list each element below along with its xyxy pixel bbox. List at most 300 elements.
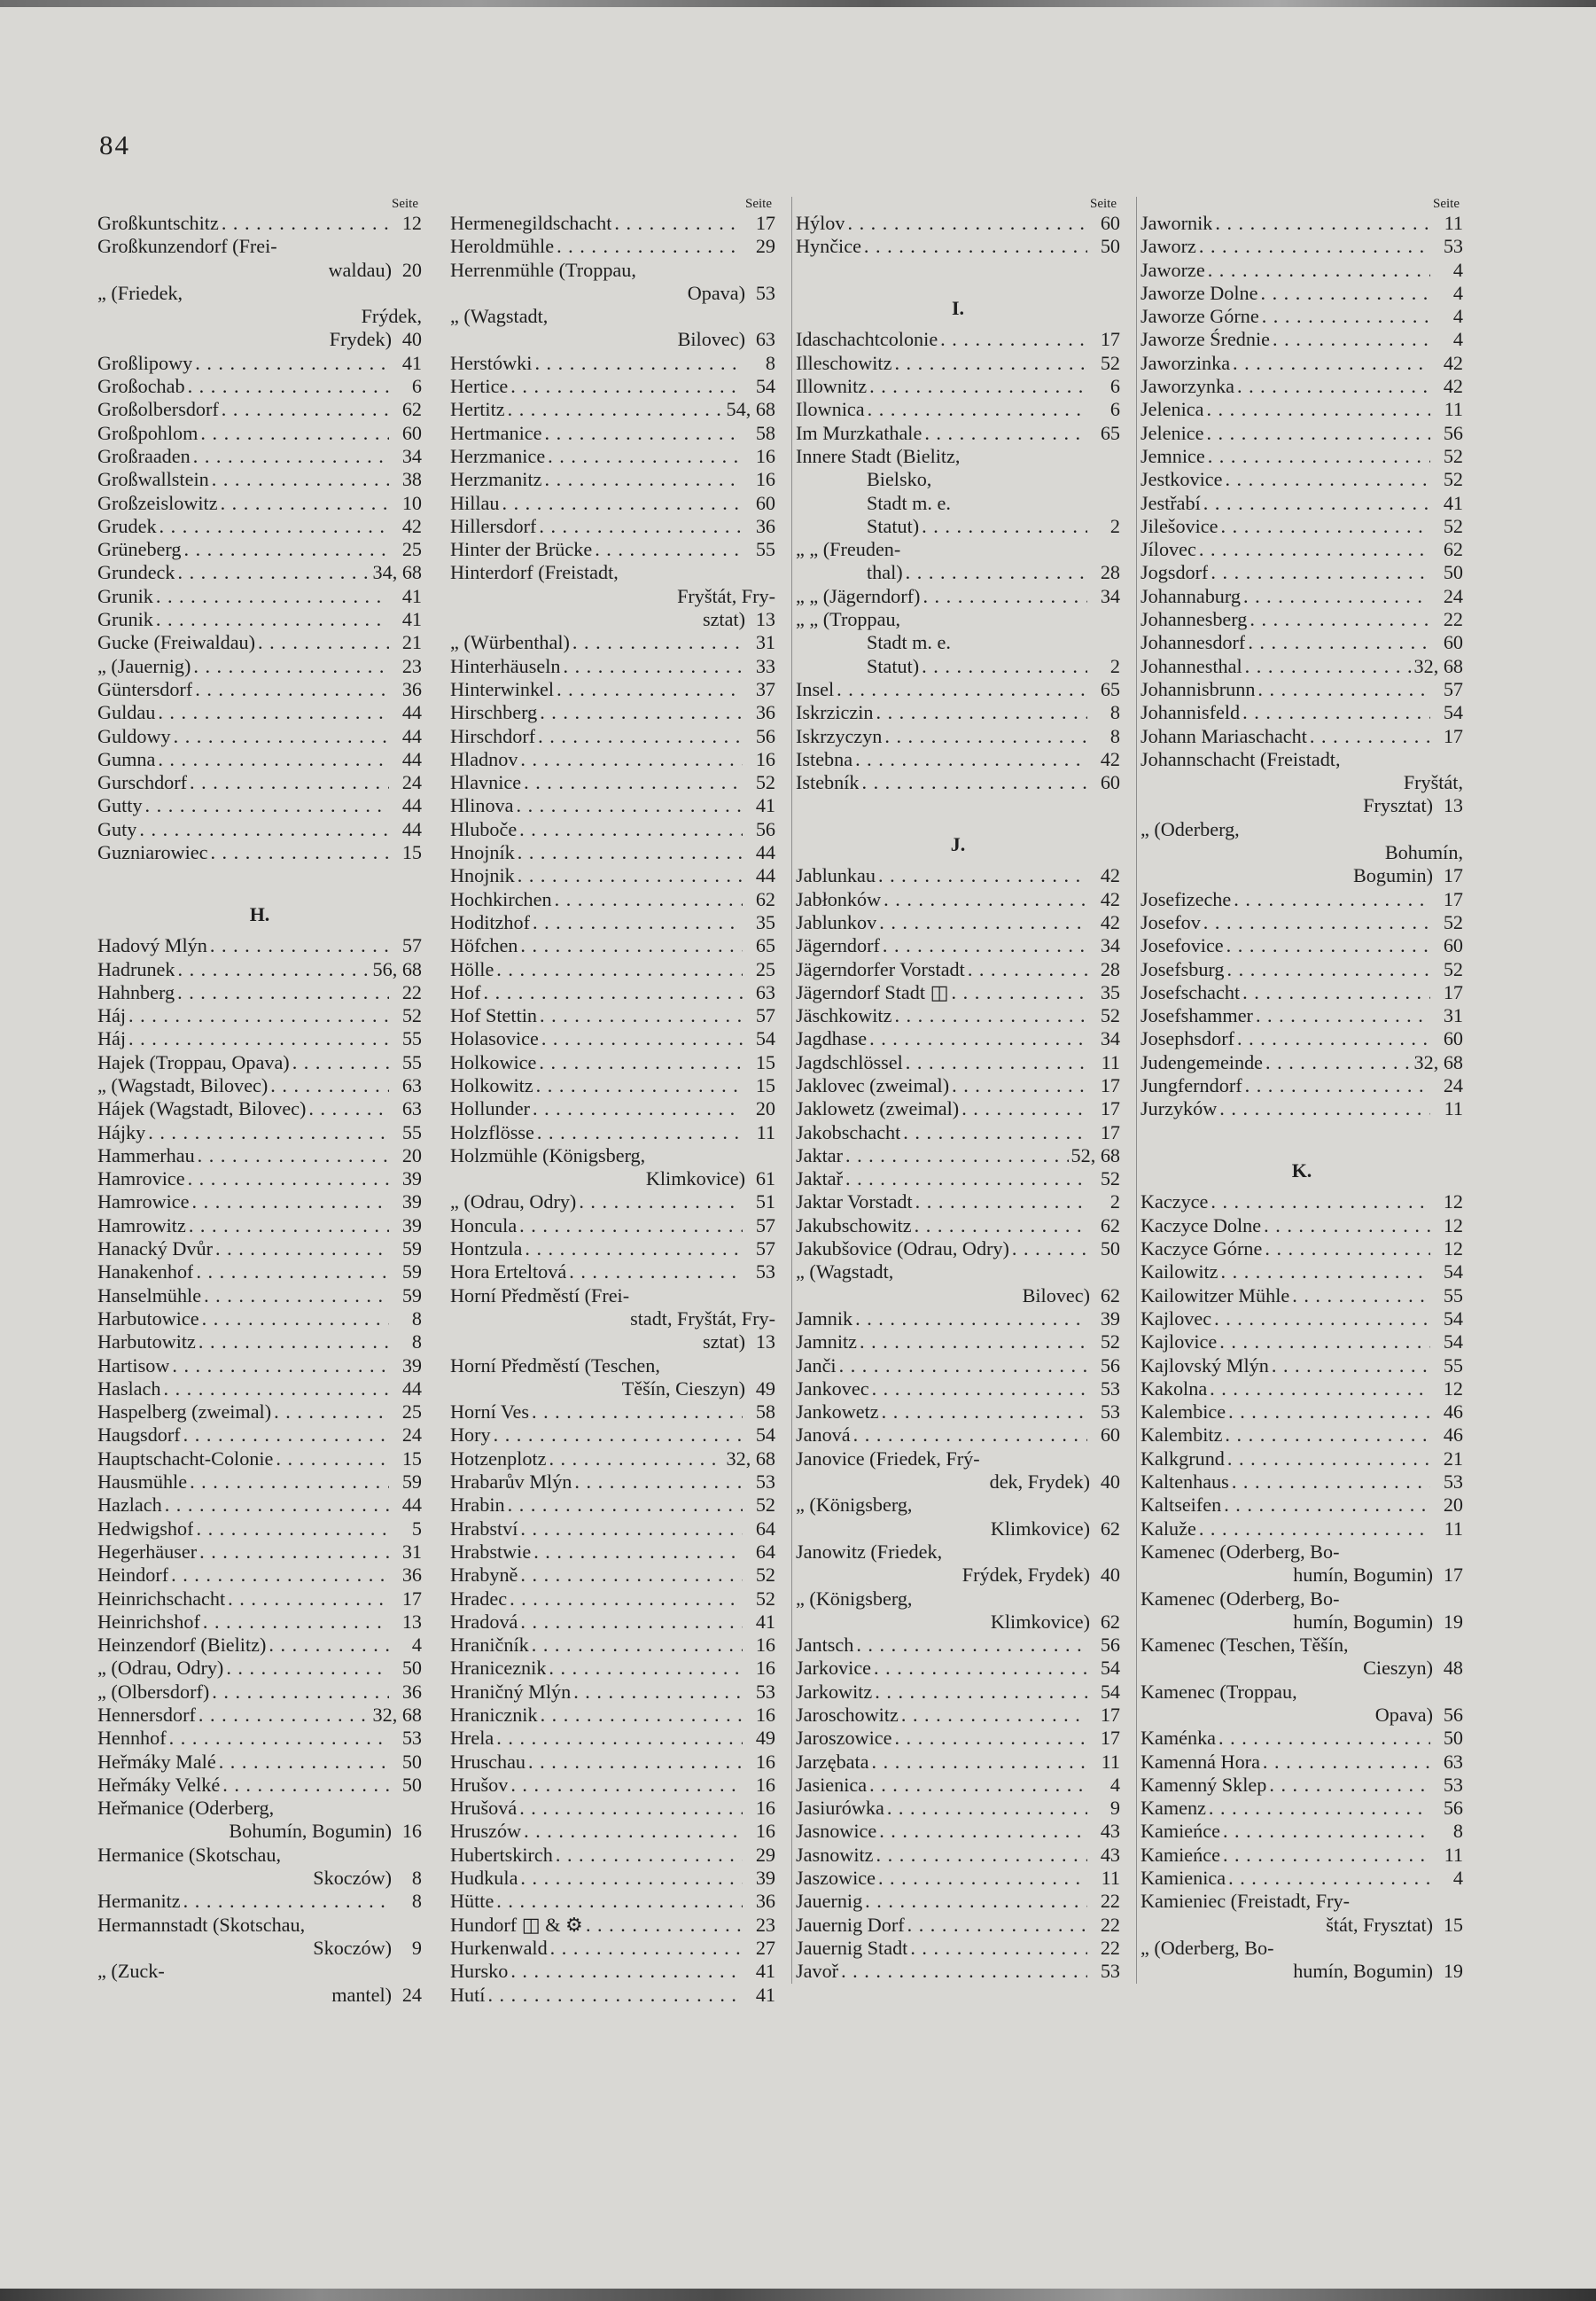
entry-place-name: „ (Oderberg, [1141,817,1240,840]
leader-dots [212,1681,389,1704]
entry-page-number: 17 [401,1587,422,1610]
leader-dots [540,701,743,724]
entry-page-number: 60 [1443,631,1463,654]
entry-page-number: 39 [401,1167,422,1190]
blank-line [97,864,422,887]
entry-place-name: Josephsdorf [1141,1027,1234,1050]
index-entry [97,1727,422,1750]
entry-place-name: Janová [796,1424,851,1447]
entry-page-number: 39 [401,1213,422,1236]
index-entry [450,1914,775,1937]
leader-dots [190,771,389,794]
index-entry [1141,1564,1463,1587]
leader-dots [203,1611,389,1634]
entry-place-name: Gurschdorf [97,771,188,794]
entry-place-name: Herzmanitz [450,468,542,491]
entry-page-number: 62 [1100,1517,1120,1540]
entry-place-name: Janovice (Friedek, Frý- [796,1447,980,1470]
entry-page-number: 56 [1100,1634,1120,1657]
entry-place-name: Jankovec [796,1377,869,1400]
entry-place-name: Statut) [867,514,920,537]
entry-place-name: Grunik [97,608,153,631]
leader-dots [188,1167,389,1190]
entry-place-name: Hamrowice [97,1190,190,1213]
index-entry [796,585,1120,608]
entry-page-number: 17 [1100,1727,1120,1750]
leader-dots [872,1751,1087,1774]
leader-dots [1237,1027,1430,1050]
index-entry [450,1611,775,1634]
index-entry [796,678,1120,701]
index-entry [796,1611,1120,1634]
leader-dots [524,1820,743,1843]
leader-dots [1233,352,1430,375]
entry-page-number: 33 [755,654,775,677]
leader-dots [872,1377,1087,1400]
entry-page-number: 24 [401,771,422,794]
leader-dots [868,398,1087,421]
entry-place-name: Heřmáky Malé [97,1750,216,1773]
index-entry [97,1797,422,1820]
index-entry [796,561,1120,584]
leader-dots [496,1727,743,1750]
index-entry [1141,1540,1463,1564]
leader-dots [541,1027,743,1050]
entry-page-number: 50 [401,1773,422,1796]
index-entry [1141,398,1463,421]
entry-page-number: 19 [1443,1610,1463,1633]
index-entry [1141,1517,1463,1540]
index-entry [450,282,775,305]
entry-page-number: 50 [401,1657,422,1680]
index-entry [1141,259,1463,282]
index-entry [450,864,775,887]
entry-place-name: Josefshammer [1141,1004,1253,1027]
leader-dots [222,212,389,235]
entry-page-number: 35 [1100,980,1120,1003]
leader-dots [219,1751,389,1774]
entry-page-number: 13 [1443,794,1463,817]
seite-label: Seite [745,197,772,211]
entry-place-name: Jawornik [1141,212,1213,234]
leader-dots [519,818,743,841]
index-entry [796,1937,1120,1960]
entry-place-name: Guldau [97,701,156,724]
index-entry [796,981,1120,1004]
index-entry [97,1634,422,1657]
entry-place-name: Holasovice [450,1027,539,1050]
entry-page-number: 17 [1443,864,1463,887]
index-entry [1141,352,1463,375]
entry-page-number: 53 [1100,1400,1120,1424]
entry-place-name: Großolbersdorf [97,398,219,421]
seite-label: Seite [1090,197,1117,211]
entry-place-name: Herstówki [450,351,533,374]
index-column-3 [791,197,1125,1984]
index-entry [450,631,775,654]
entry-place-name: Jagdhase [796,1027,868,1050]
index-entry [796,1004,1120,1027]
index-entry [796,1377,1120,1400]
entry-place-name: Jasienica [796,1773,868,1796]
entry-place-name: Hillersdorf [450,514,537,537]
entry-place-name: Jaktar [796,1143,843,1166]
entry-place-name: Jägerndorf [796,934,880,957]
leader-dots [226,1657,389,1680]
index-entry [1141,1774,1463,1797]
leader-dots [128,1004,389,1027]
index-entry [1141,1051,1463,1074]
entry-place-name: Hirschdorf [450,724,536,747]
entry-page-number: 44 [401,794,422,817]
index-entry [796,375,1120,398]
entry-place-name: Hnojnik [450,864,515,887]
entry-place-name: Jestkovice [1141,468,1223,491]
leader-dots [1215,212,1430,235]
entry-page-number: 11 [1101,1867,1120,1890]
index-entry [97,701,422,724]
index-entry [97,585,422,608]
index-entry [450,1330,775,1353]
entry-place-name: mantel) [331,1983,392,2006]
leader-dots [510,1587,743,1611]
leader-dots [1219,1330,1430,1353]
entry-page-number: 54 [1443,1306,1463,1330]
entry-place-name: Hanacký Dvůr [97,1237,213,1260]
index-entry [1141,328,1463,351]
index-entry [450,1377,775,1400]
entry-page-number: 52 [755,1564,775,1587]
entry-page-number: 56 [1443,1704,1463,1726]
index-entry [796,1214,1120,1237]
leader-dots [915,1214,1087,1237]
index-entry [1141,212,1463,235]
leader-dots [484,981,743,1004]
entry-place-name: Frydek) [329,328,392,351]
leader-dots [156,608,389,631]
entry-place-name: Jilešovice [1141,514,1218,537]
entry-page-number: 52 [755,771,775,794]
leader-dots [869,1774,1087,1797]
leader-dots [1209,1797,1430,1820]
index-entry [97,1214,422,1237]
entry-page-number: 6 [411,375,422,398]
index-entry [796,1820,1120,1843]
entry-place-name: Josefovice [1141,934,1224,957]
entry-page-number: 54 [1100,1680,1120,1703]
leader-dots [510,1774,743,1797]
entry-page-number: 63 [401,1097,422,1120]
leader-dots [519,1214,743,1237]
entry-place-name: Horní Předměstí (Frei- [450,1283,630,1306]
entry-page-number: 63 [755,328,775,351]
leader-dots [894,352,1087,375]
index-entry [796,1330,1120,1353]
leader-dots [1206,422,1430,445]
entry-page-number: 36 [401,677,422,700]
leader-dots [883,934,1087,957]
index-entry [796,352,1120,375]
entry-page-number: 63 [1443,1750,1463,1773]
index-entry [97,538,422,561]
entry-place-name: Hegerhäuser [97,1540,198,1563]
entry-place-name: Kajlovský Mlýn [1141,1353,1269,1377]
entry-place-name: Hadrunek [97,957,175,980]
leader-dots [1248,631,1430,654]
entry-place-name: Hammerhau [97,1143,195,1166]
entry-place-name: Herzmanice [450,444,546,467]
index-entry [1141,1587,1463,1611]
index-entry [1141,1657,1463,1680]
entry-place-name: Kamenný Sklep [1141,1773,1267,1796]
leader-dots [539,515,743,538]
entry-page-number: 55 [1443,1283,1463,1306]
leader-dots [864,235,1087,258]
leader-dots [549,1657,743,1680]
entry-place-name: Güntersdorf [97,677,193,700]
index-entry [796,1400,1120,1424]
entry-page-number: 15 [401,1447,422,1470]
entry-page-number: 52 [1443,957,1463,980]
index-entry [1141,1681,1463,1704]
entry-place-name: Heinrichshof [97,1610,200,1633]
index-entry [97,794,422,817]
entry-page-number: 52 [1443,444,1463,467]
entry-place-name: Judengemeinde [1141,1050,1264,1073]
index-entry [97,305,422,328]
entry-place-name: Großlipowy [97,351,193,374]
entry-place-name: Jaworzinka [1141,351,1231,374]
entry-page-number: 40 [1100,1470,1120,1494]
leader-dots [557,235,743,258]
leader-dots [878,1867,1087,1890]
index-entry [450,1681,775,1704]
leader-dots [550,1937,743,1960]
index-entry [796,1914,1120,1937]
entry-place-name: „ „ (Freuden- [796,538,901,561]
leader-dots [518,841,743,864]
index-entry [97,1611,422,1634]
leader-dots [1206,398,1430,421]
index-entry [450,212,775,235]
entry-page-number: 16 [755,1797,775,1820]
index-entry [450,1587,775,1611]
leader-dots [1245,655,1412,678]
entry-page-number: 56 [1443,421,1463,444]
entry-place-name: „ (Odrau, Odry) [450,1190,577,1213]
leader-dots [189,1214,389,1237]
entry-place-name: Těšín, Cieszyn) [621,1377,745,1400]
entry-place-name: Hoditzhof [450,910,530,933]
entry-page-number: 20 [755,1097,775,1120]
entry-page-number: 54 [755,375,775,398]
entry-place-name: Hausmühle [97,1470,188,1494]
leader-dots [915,1190,1087,1213]
index-entry [97,1751,422,1774]
entry-place-name: Jablunkau [796,864,876,887]
index-entry [1141,655,1463,678]
entry-place-name: Hillau [450,491,500,514]
index-entry [450,1307,775,1330]
index-entry [1141,608,1463,631]
entry-place-name: Hrela [450,1727,494,1750]
leader-dots [1221,515,1431,538]
entry-place-name: Hanakenhof [97,1260,194,1283]
entry-place-name: Horní Ves [450,1400,529,1424]
leader-dots [1218,1727,1430,1750]
entry-place-name: Heinzendorf (Bielitz) [97,1634,267,1657]
entry-place-name: Josefschacht [1141,980,1241,1003]
index-entry [1141,468,1463,491]
entry-place-name: Im Murzkathale [796,421,923,444]
entry-place-name: Jelenica [1141,398,1204,421]
entry-page-number: 41 [755,1960,775,1983]
index-entry [1141,1844,1463,1867]
leader-dots [520,1517,743,1540]
index-entry [450,1634,775,1657]
index-entry [450,422,775,445]
entry-page-number: 60 [1443,1027,1463,1050]
entry-page-number: 62 [1100,1610,1120,1633]
leader-dots [1219,1097,1430,1120]
entry-page-number: 40 [401,328,422,351]
entry-place-name: sztat) [702,1330,745,1353]
leader-dots [532,1400,743,1424]
leader-dots [1227,1447,1430,1470]
entry-place-name: Jaworze Dolne [1141,281,1258,304]
index-entry [1141,934,1463,957]
entry-place-name: Insel [796,677,835,700]
leader-dots [308,1097,389,1120]
entry-place-name: Hanselmühle [97,1283,202,1306]
leader-dots [894,1004,1087,1027]
entry-place-name: Höfchen [450,934,518,957]
index-entry [450,771,775,794]
leader-dots [270,1074,389,1097]
index-entry [450,1820,775,1843]
leader-dots [538,725,743,748]
index-entry [796,1074,1120,1097]
entry-place-name: Hrabstwie [450,1540,532,1563]
index-entry [450,235,775,258]
leader-dots [876,701,1087,724]
leader-dots [221,492,389,515]
entry-page-number: 41 [1443,491,1463,514]
blank-line [796,794,1120,817]
leader-dots [1242,981,1430,1004]
entry-place-name: Heinrichschacht [97,1587,226,1610]
entry-page-number: 8 [765,351,775,374]
entry-page-number: 52 [1443,910,1463,933]
entry-place-name: Holzflösse [450,1120,534,1143]
leader-dots [887,1797,1087,1820]
entry-page-number: 15 [755,1050,775,1073]
leader-dots [1199,1517,1430,1540]
index-entry [1141,1424,1463,1447]
entry-page-number: 10 [401,491,422,514]
index-entry [1141,958,1463,981]
entry-place-name: Grunik [97,584,153,607]
entry-page-number: 55 [1443,1353,1463,1377]
index-entry [796,631,1120,654]
entry-place-name: Haslach [97,1377,161,1400]
index-entry [97,375,422,398]
entry-page-number: 63 [401,1073,422,1096]
index-entry [97,1890,422,1913]
index-entry [97,1937,422,1960]
index-entry [1141,1214,1463,1237]
index-entry [796,1470,1120,1494]
leader-dots [195,352,389,375]
entry-place-name: Kamieniec (Freistadt, Fry- [1141,1890,1350,1913]
entry-place-name: Klimkovice) [990,1610,1090,1633]
entry-place-name: Heřmáky Velké [97,1773,221,1796]
leader-dots [524,771,743,794]
entry-page-number: 44 [401,724,422,747]
index-entry [796,1237,1120,1260]
index-entry [450,1774,775,1797]
entry-page-number: 2 [1109,514,1120,537]
entry-page-number: 15 [401,841,422,864]
leader-dots [861,771,1087,794]
entry-place-name: Holkowice [450,1050,537,1073]
entry-place-name: Cieszyn) [1363,1657,1433,1680]
index-entry [1141,1447,1463,1470]
entry-page-number: 39 [401,1190,422,1213]
leader-dots [1264,1214,1430,1237]
index-entry [450,445,775,468]
entry-place-name: Bohumín, [1384,841,1463,864]
entry-page-number: 15 [755,1073,775,1096]
index-entry [450,1727,775,1750]
entry-place-name: Hontzula [450,1237,523,1260]
index-entry [97,958,422,981]
index-entry [450,1167,775,1190]
entry-page-number: 16 [755,1657,775,1680]
entry-page-number: 4 [1452,281,1463,304]
index-entry [796,1307,1120,1330]
index-entry [97,678,422,701]
index-entry [97,608,422,631]
entry-place-name: Háj [97,1004,127,1027]
entry-place-name: Kamenec (Teschen, Těšín, [1141,1634,1349,1657]
leader-dots [183,1890,389,1913]
leader-dots [198,1144,389,1167]
index-entry [796,1681,1120,1704]
entry-place-name: Holkowitz [450,1073,533,1096]
leader-dots [1223,1820,1430,1843]
entry-page-number: 2 [1109,1190,1120,1213]
entry-page-number: 55 [401,1027,422,1050]
index-entry [796,1774,1120,1797]
leader-dots [188,375,389,398]
entry-place-name: Statut) [867,654,920,677]
leader-dots [569,1260,743,1283]
leader-dots [508,398,724,421]
leader-dots [853,1424,1087,1447]
entry-place-name: Honcula [450,1213,518,1236]
entry-page-number: 23 [755,1913,775,1936]
entry-place-name: Hlinova [450,794,514,817]
entry-page-number: 60 [1100,771,1120,794]
entry-page-number: 42 [1100,864,1120,887]
entry-page-number: 36 [755,514,775,537]
leader-dots [1210,1377,1430,1400]
entry-page-number: 44 [755,841,775,864]
entry-place-name: Hertitz [450,398,505,421]
leader-dots [183,538,389,561]
leader-dots [222,398,389,421]
